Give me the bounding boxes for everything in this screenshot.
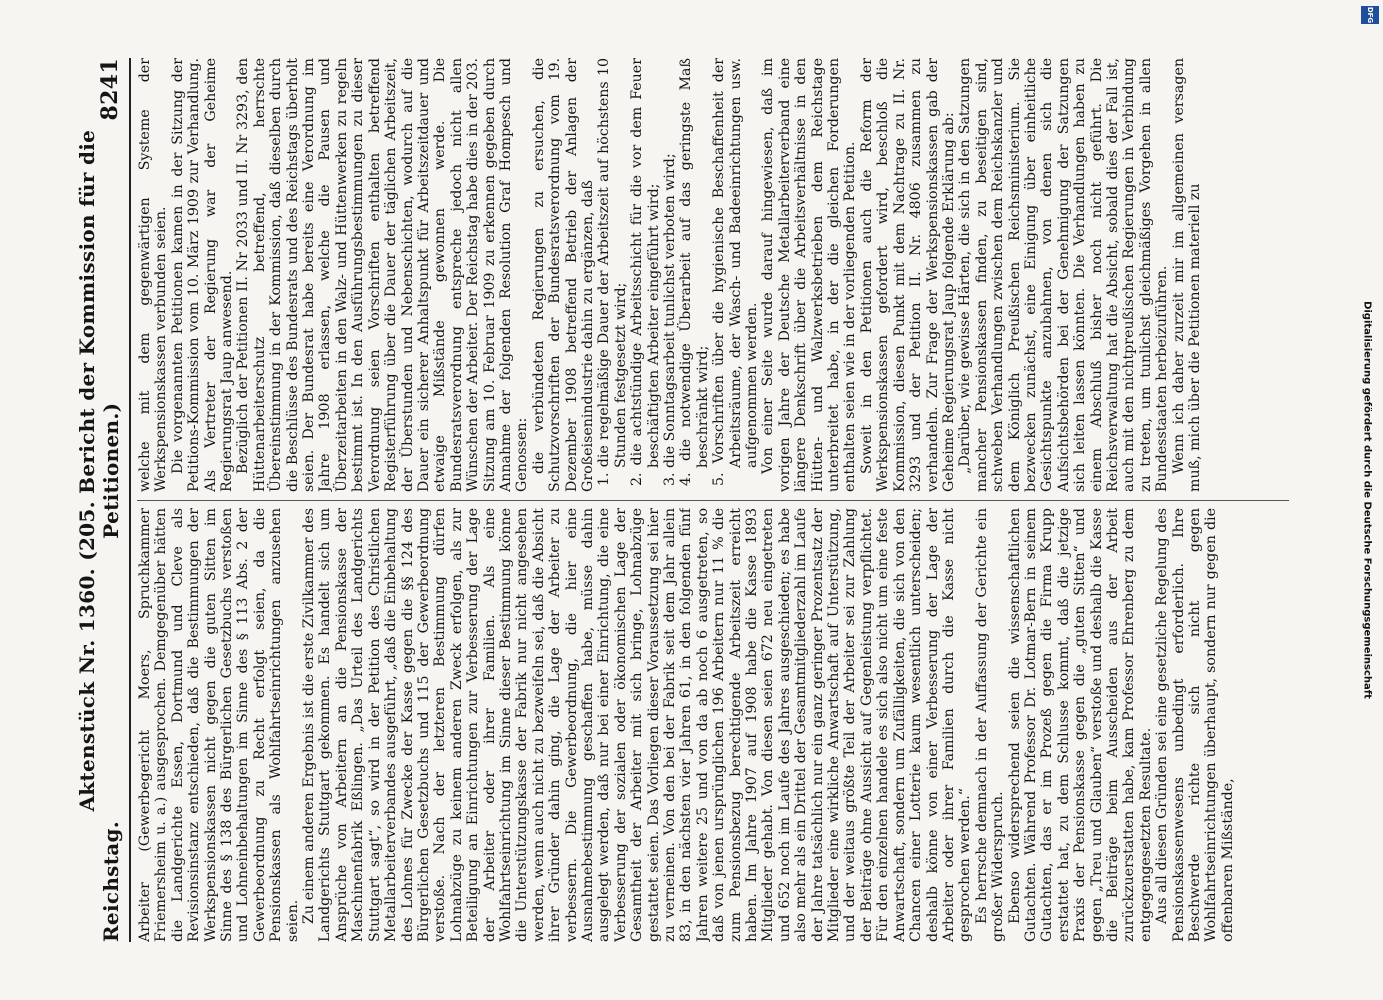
column-right bbox=[137, 58, 1289, 492]
list-item: 4. die notwendige Überarbeit auf das geringste Maß beschränkt wird; bbox=[677, 58, 711, 486]
paragraph: Bezüglich der Petitionen II. Nr 2033 und II. Nr 3293, den Hüttenarbeiterschutz betreffend, herrschte Übereinstimmung in der Kommission, daß dieselben durch die Beschlüsse des Bundesrats und des Reichstags überholt seien. Der Bundesrat habe bereits eine Verordnung im Jahre 1908 erlassen, welche die Pausen und Überzeitarbeiten in den Walz- und Hüttenwerken zu regeln bestimmt ist. In den Ausführungsbestimmungen zu dieser Verordnung seien Vorschriften enthalten betreffend Registerführung über die Dauer der täglichen Arbeitszeit, der Überstunden und Nebenschichten, wodurch auf die Dauer ein sicherer Anhaltspunkt für Arbeitszeitdauer und etwaige Mißstände gewonnen werde. Die Bundesratsverordnung entspreche jedoch nicht allen Wünschen der Arbeiter. Der Reichstag habe dies in der 203. Sitzung am 10. Februar 1909 zu erkennen gegeben durch Annahme der folgenden Resolution Graf Hompesch und Genossen: bbox=[234, 58, 530, 492]
side-credit bbox=[1357, 12, 1377, 988]
paragraph: Arbeiter (Gewerbegericht Moers, Spruchkammer Friemersheim u. a.) ausgesprochen. Demgegenüber hätten die Landgerichte Essen, Dortmund und Cleve als Revisionsinstanz entschieden, daß die Bestimmungen der Werkspensionskassen nicht gegen die guten Sitten im Sinne des § 138 des Bürgerlichen Gesetzbuchs verstoßen und Lohneinbehaltungen im Sinne des § 113 Abs. 2 der Gewerbeordnung zu Recht erfolgt seien, da die Pensionskassen als Wohlfahrtseinrichtungen anzusehen seien. bbox=[136, 508, 301, 942]
paragraph: „Darüber, wie gewisse Härten, die sich in den Satzungen mancher Pensionskassen finden, zu beseitigen sind, schweben Verhandlungen zwischen dem Reichskanzler und dem Königlich Preußischen Reichsministerium. Sie bezwecken zunächst, eine Einigung über einheitliche Gesichtspunkte anzubahnen, von denen sich die Aufsichtsbehörden bei der Genehmigung der Satzungen sich leiten lassen könnten. Die Verhandlungen haben zu einem Abschluß bisher noch nicht geführt. Die Reichsverwaltung hat die Absicht, sobald dies der Fall ist, auch mit den nichtpreußischen Regierungen in Verbindung zu treten, um tunlichst gleichmäßiges Vorgehen in allen Bundesstaaten herbeizuführen. bbox=[956, 58, 1170, 492]
paragraph: Wenn ich daher zurzeit mir im allgemeinen versagen muß, mich über die Petitionen materiell zu bbox=[1170, 58, 1203, 492]
list-item: 3. die Sonntagsarbeit tunlichst verboten wird; bbox=[661, 153, 678, 486]
header-left: Reichstag. bbox=[98, 820, 123, 942]
paragraph: welche mit dem gegenwärtigen Systeme der Werkspensionskassen verbunden seien. bbox=[136, 58, 169, 492]
list-item: 1. die regelmäßige Dauer der Arbeitszeit auf höchstens 10 Stunden festgesetzt wird; bbox=[595, 58, 629, 486]
paragraph: Ebenso widersprechend seien die wissenschaftlichen Gutachten. Während Professor Dr. Lotmar-Bern in seinem Gutachten, das er im Prozeß gegen die Firma Krupp erstattet hat, zu dem Schlusse kommt, daß die jetzige Praxis der Pensionskasse gegen die „guten Sitten“ und gegen „Treu und Glauben“ verstoße und deshalb die Kasse die Beiträge beim Ausscheiden aus der Arbeit zurückzuerstatten habe, kam Professor Ehrenberg zu dem entgegengesetzten Resultate. bbox=[1006, 508, 1154, 942]
text-columns bbox=[137, 58, 1289, 942]
list-item: 2. die achtstündige Arbeitsschicht für die vor dem Feuer beschäftigten Arbeiter eingeführt wird; bbox=[628, 58, 662, 486]
digitization-credit: Digitalisierung gefördert durch die Deutsche Forschungsgemeinschaft bbox=[1361, 301, 1373, 699]
paragraph: Es herrsche demnach in der Auffassung der Gerichte ein großer Widerspruch. bbox=[973, 508, 1006, 942]
list-item: 5. Vorschriften über die hygienische Beschaffenheit der Arbeitsräume, der Wasch- und Badeeinrichtungen usw. aufgenommen werden. bbox=[710, 58, 760, 486]
paragraph: Die vorgenannten Petitionen kamen in der Sitzung der Petitions-Kommission vom 10. März 1909 zur Verhandlung. Als Vertreter der Regierung war der Geheime Regierungsrat Jaup anwesend. bbox=[169, 58, 235, 492]
header-rule bbox=[129, 58, 131, 942]
paragraph: Soweit in den Petitionen auch die Reform der Werkspensionskassen gefordert wird, beschloß die Kommission, diesen Punkt mit dem Nachtrage zu II. Nr. 3293 und der Petition II. Nr. 4806 zusammen zu verhandeln. Zur Frage der Werkspensionskassen gab der Geheime Regierungsrat Jaup folgende Erklärung ab: bbox=[858, 58, 957, 492]
rotated-page-content bbox=[37, 20, 1347, 980]
page-number: 8241 bbox=[96, 58, 123, 121]
page-header bbox=[74, 58, 123, 942]
paragraph: Aus all diesen Gründen sei eine gesetzliche Regelung des Pensionskassenwesens unbedingt erforderlich. Ihre Beschwerde richte sich nicht gegen Wohlfahrtseinrichtungen überhaupt, sondern nur gegen die offenbaren Mißstände, bbox=[1153, 508, 1236, 942]
column-left bbox=[137, 508, 1289, 942]
paragraph: die verbündeten Regierungen zu ersuchen, die Schutzvorschriften der Bundesratsverordnung vom 19. Dezember 1908 betreffend Betrieb der Anlagen der Großeisenindustrie dahin zu ergänzen, daß bbox=[530, 58, 596, 492]
dfg-logo: DFG bbox=[1361, 6, 1379, 24]
paragraph: Von einer Seite wurde darauf hingewiesen, daß im vorigen Jahre der Deutsche Metallarbeiterverband eine längere Denkschrift über die Arbeitsverhältnisse in den Hütten- und Walzwerksbetrieben dem Reichstage unterbreitet habe, in der die gleichen Forderungen enthalten seien wie in der vorliegenden Petition. bbox=[759, 58, 858, 492]
header-title: Aktenstück Nr. 1360. (205. Bericht der Kommission für die Petitionen.) bbox=[74, 129, 123, 812]
paragraph: Zu einem anderen Ergebnis ist die erste Zivilkammer des Landgerichts Stuttgart gekommen. Es handelt sich um Ansprüche von Arbeitern an die Pensionskasse der Maschinenfabrik Eßlingen. „Das Urteil des Landgerichts Stuttgart sagt“, so wird in der Petition des Christlichen Metallarbeiterverbandes ausgeführt, „daß die Einbehaltung des Lohnes für Zwecke der Kasse gegen die §§ 124 des Bürgerlichen Gesetzbuchs und 115 der Gewerbeordnung verstoße. Nach der letzteren Bestimmung dürfen Lohnabzüge zu keinem anderen Zweck erfolgen, als zur Beteiligung an Einrichtungen zur Verbesserung der Lage der Arbeiter oder ihrer Familien. Als eine Wohlfahrtseinrichtung im Sinne dieser Bestimmung könne die Unterstützungskasse der Fabrik nur nicht angesehen werden, wenn auch nicht zu bezweifeln sei, daß die Absicht ihrer Gründer dahin ging, die Lage der Arbeiter zu verbessern. Die Gewerbeordnung, die hier eine Ausnahmebestimmung geschaffen habe, müsse dahin ausgelegt werden, daß nur bei einer Einrichtung, die eine Verbesserung der sozialen oder ökonomischen Lage der Gesamtheit der Arbeiter mit sich bringe, Lohnabzüge gestattet seien. Das Vorliegen dieser Voraussetzung sei hier zu verneinen. Von den bei der Fabrik seit dem Jahr allein 83, in den nächsten vier Jahren 61, in den folgenden fünf Jahren weitere 25 und von da ab noch 6 ausgetreten, so daß von jenen ursprünglichen 196 Arbeitern nur 11 % die zum Pensionsbezug berechtigende Arbeitszeit erreicht haben. Im Jahre 1907 auf 1908 habe die Kasse 1893 Mitglieder gehabt. Von diesen seien 672 neu eingetreten und 652 noch im Laufe des Jahres ausgeschieden; es habe also mehr als ein Drittel der Gesamtmitgliederzahl im Laufe der Jahre tatsächlich nur ein ganz geringer Prozentsatz der Mitglieder eine wirkliche Anwartschaft auf Unterstützung, und der weitaus größte Teil der Arbeiter sei zur Zahlung der Beiträge ohne Aussicht auf Gegenleistung verpflichtet. Für den einzelnen handele es sich also nicht um eine feste Anwartschaft, sondern um Zufälligkeiten, die sich von den Chancen einer Lotterie kaum wesentlich unterscheiden; deshalb könne von einer Verbesserung der Lage der Arbeiter oder ihrer Familien durch die Kasse nicht gesprochen werden.“ bbox=[300, 508, 973, 942]
